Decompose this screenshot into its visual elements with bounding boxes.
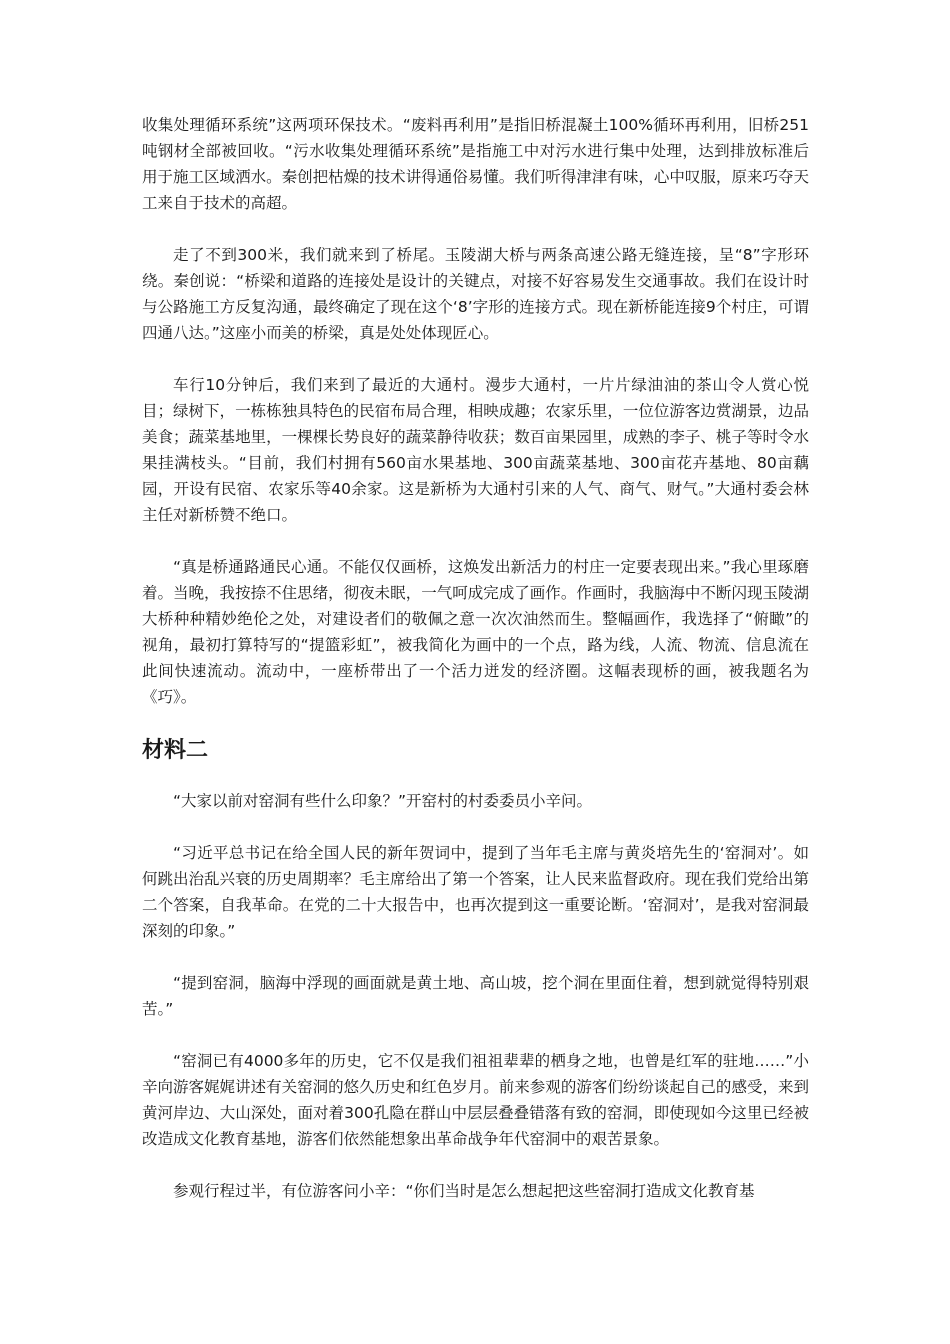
paragraph: “真是桥通路通民心通。不能仅仅画桥，这焕发出新活力的村庄一定要表现出来。”我心里琢磨着。当晚，我按捺不住思绪，彻夜未眠，一气呵成完成了画作。作画时，我脑海中不断闪现玉陵湖大桥种种精妙绝伦之处，对建设者们的敬佩之意一次次油然而生。整幅画作，我选择了“俯瞰”的视角，最初打算特写的“提篮彩虹”，被我简化为画中的一个点，路为线，人流、物流、信息流在此间快速流动。流动中，一座桥带出了一个活力迸发的经济圈。这幅表现桥的画，被我题名为《巧》。	[142, 558, 809, 706]
paragraph: 参观行程过半，有位游客问小辛：“你们当时是怎么想起把这些窑洞打造成文化教育基	[173, 1182, 755, 1200]
section-heading: 材料二	[142, 738, 209, 763]
paragraph: 走了不到300米，我们就来到了桥尾。玉陵湖大桥与两条高速公路无缝连接，呈“8”字形环绕。秦创说：“桥梁和道路的连接处是设计的关键点，对接不好容易发生交通事故。我们在设计时与公路施工方反复沟通，最终确定了现在这个‘8’字形的连接方式。现在新桥能连接9个村庄，可谓四通八达。”这座小而美的桥梁，真是处处体现匠心。	[142, 246, 809, 342]
paragraph: “提到窑洞，脑海中浮现的画面就是黄土地、高山坡，挖个洞在里面住着，想到就觉得特别艰苦。”	[142, 974, 809, 1018]
paragraph: “习近平总书记在给全国人民的新年贺词中，提到了当年毛主席与黄炎培先生的‘窑洞对’。如何跳出治乱兴衰的历史周期率？毛主席给出了第一个答案，让人民来监督政府。现在我们党给出第二个答案，自我革命。在党的二十大报告中，也再次提到这一重要论断。‘窑洞对’，是我对窑洞最深刻的印象。”	[142, 844, 809, 940]
paragraph: “大家以前对窑洞有些什么印象？”开窑村的村委委员小辛问。	[173, 792, 593, 810]
document-page	[142, 112, 809, 1230]
paragraph: 车行10分钟后，我们来到了最近的大通村。漫步大通村，一片片绿油油的茶山令人赏心悦目；绿树下，一栋栋独具特色的民宿布局合理，相映成趣；农家乐里，一位位游客边赏湖景，边品美食；蔬菜基地里，一棵棵长势良好的蔬菜静待收获；数百亩果园里，成熟的李子、桃子等时令水果挂满枝头。“目前，我们村拥有560亩水果基地、300亩蔬菜基地、300亩花卉基地、80亩藕园，开设有民宿、农家乐等40余家。这是新桥为大通村引来的人气、商气、财气。”大通村委会林主任对新桥赞不绝口。	[142, 376, 809, 524]
paragraph: “窑洞已有4000多年的历史，它不仅是我们祖祖辈辈的栖身之地，也曾是红军的驻地……”小辛向游客娓娓讲述有关窑洞的悠久历史和红色岁月。前来参观的游客们纷纷谈起自己的感受，来到黄河岸边、大山深处，面对着300孔隐在群山中层层叠叠错落有致的窑洞，即使现如今这里已经被改造成文化教育基地，游客们依然能想象出革命战争年代窑洞中的艰苦景象。	[142, 1052, 809, 1148]
paragraph: 收集处理循环系统”这两项环保技术。“废料再利用”是指旧桥混凝土100%循环再利用，旧桥251吨钢材全部被回收。“污水收集处理循环系统”是指施工中对污水进行集中处理，达到排放标准后用于施工区域洒水。秦创把枯燥的技术讲得通俗易懂。我们听得津津有味，心中叹服，原来巧夺天工来自于技术的高超。	[142, 116, 809, 212]
